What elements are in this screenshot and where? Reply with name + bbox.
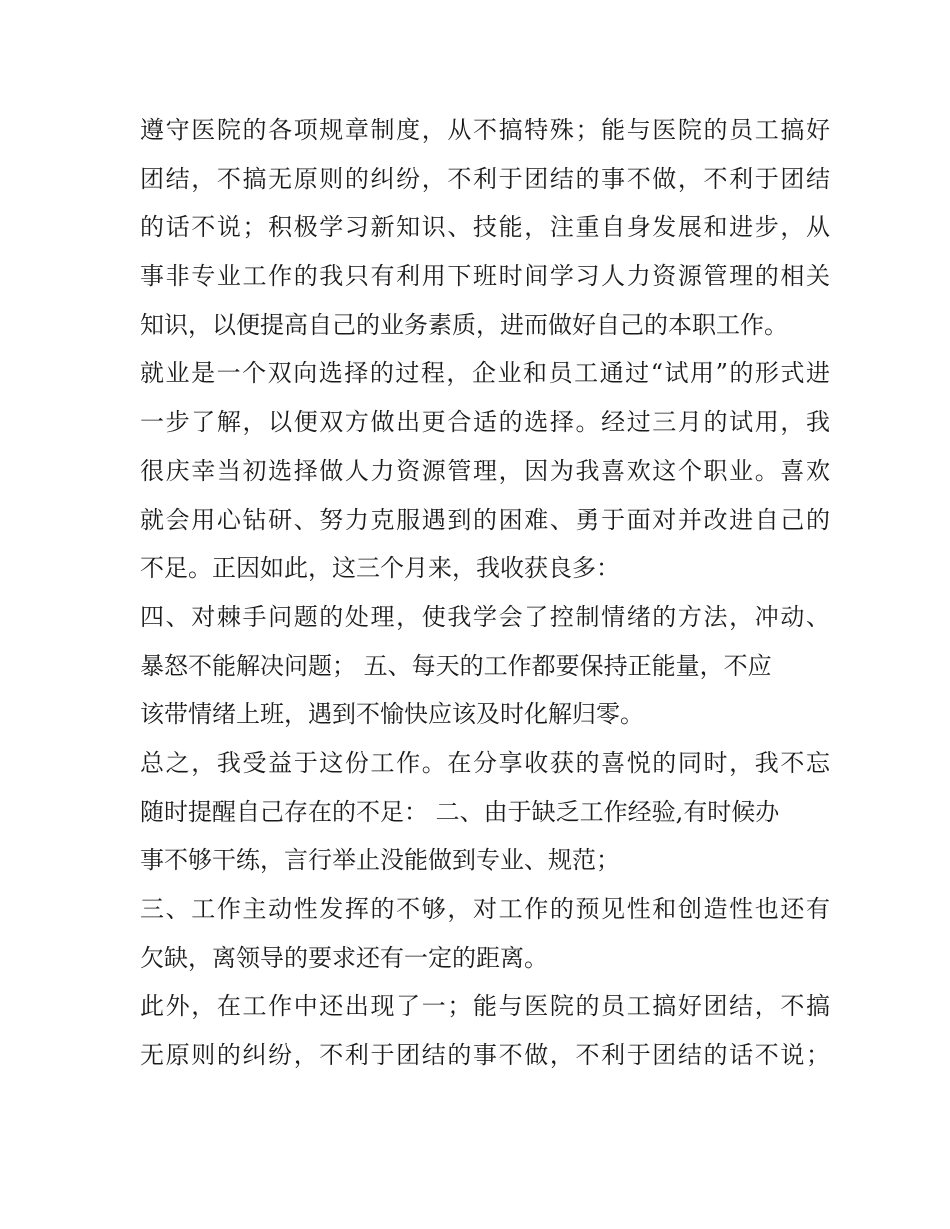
text-line: 很庆幸当初选择做人力资源管理，因为我喜欢这个职业。喜欢 [140, 456, 830, 485]
text-line: 遵守医院的各项规章制度，从不搞特殊；能与医院的员工搞好 [140, 116, 830, 144]
body-text [140, 106, 830, 1080]
text-line: 知识，以便提高自己的业务素质，进而做好自己的本职工作。 [140, 310, 788, 339]
text-line: 该带情绪上班，遇到不愉快应该及时化解归零。 [140, 700, 644, 729]
text-line: 的话不说；积极学习新知识、技能，注重自身发展和进步，从 [140, 213, 830, 242]
text-line: 四、对棘手问题的处理，使我学会了控制情绪的方法，冲动、 [140, 602, 830, 631]
text-line: 随时提醒自己存在的不足： 二、由于缺乏工作经验,有时候办 [140, 797, 780, 826]
text-line: 三、工作主动性发挥的不够，对工作的预见性和创造性也还有 [140, 895, 830, 923]
text-line: 欠缺，离领导的要求还有一定的距离。 [140, 943, 548, 972]
text-line: 暴怒不能解决问题； 五、每天的工作都要保持正能量，不应 [140, 651, 772, 680]
text-line: 团结，不搞无原则的纠纷，不利于团结的事不做，不利于团结 [140, 164, 830, 193]
text-line: 事非专业工作的我只有利用下班时间学习人力资源管理的相关 [140, 262, 830, 291]
text-line: 无原则的纠纷，不利于团结的事不做，不利于团结的话不说； [140, 1041, 830, 1070]
text-line: 就业是一个双向选择的过程，企业和员工通过“试用”的形式进 [140, 359, 830, 388]
text-line: 总之，我受益于这份工作。在分享收获的喜悦的同时，我不忘 [140, 748, 830, 777]
text-line: 不足。正因如此，这三个月来，我收获良多： [140, 554, 620, 583]
text-line: 事不够干练，言行举止没能做到专业、规范； [140, 846, 620, 875]
text-line: 就会用心钻研、努力克服遇到的困难、勇于面对并改进自己的 [140, 505, 830, 534]
text-line: 一步了解，以便双方做出更合适的选择。经过三月的试用，我 [140, 408, 830, 437]
text-line: 此外，在工作中还出现了一；能与医院的员工搞好团结，不搞 [140, 992, 830, 1021]
